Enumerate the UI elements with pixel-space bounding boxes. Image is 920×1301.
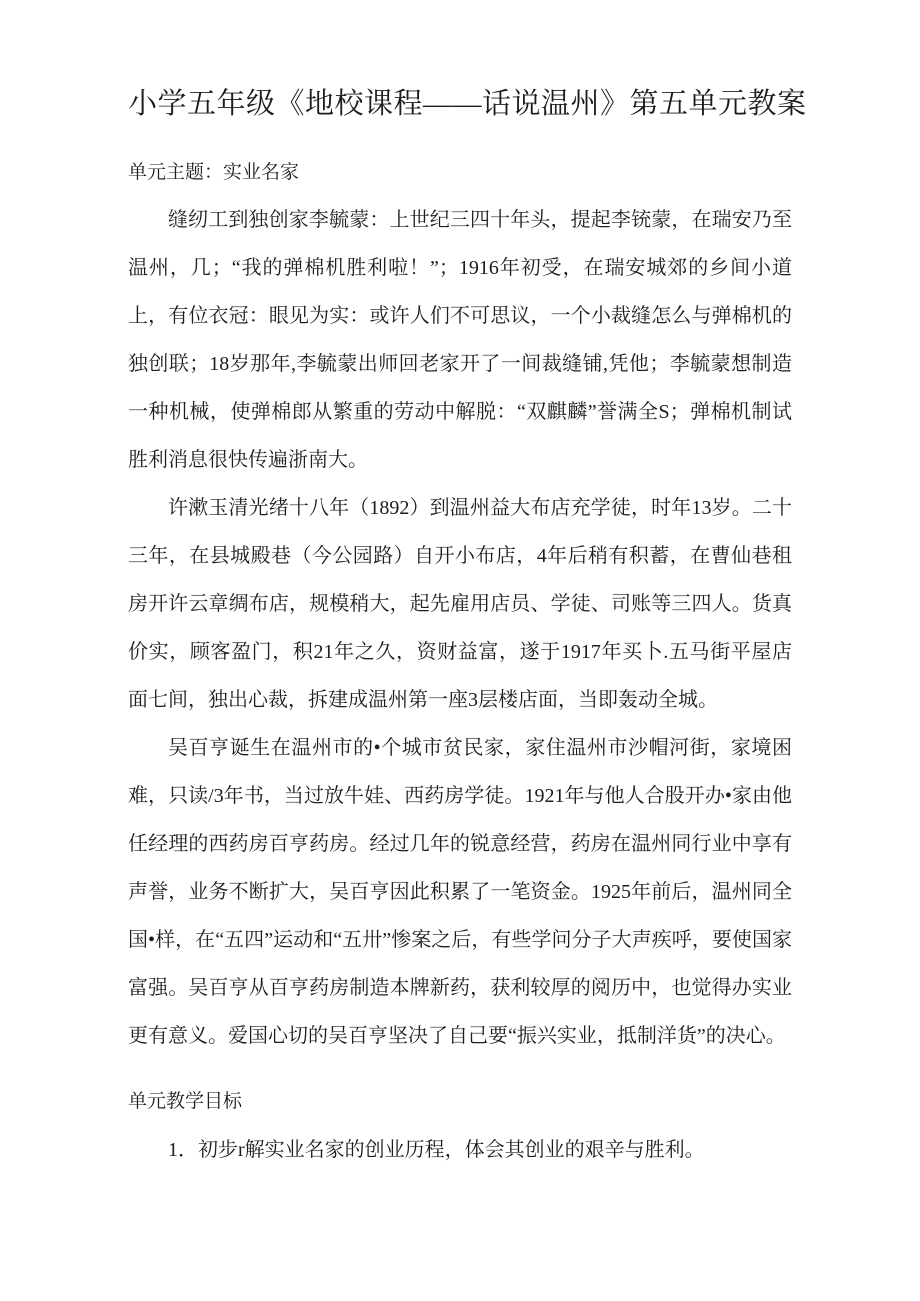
document-title: 小学五年级《地校课程——话说温州》第五单元教案 bbox=[128, 88, 807, 120]
body-paragraph-wu-baiheng: 吴百亨诞生在温州市的•个城市贫民家，家住温州市沙帽河街，家境困难，只读/3年书，当过放牛娃、西药房学徒。1921年与他人合股开办•家由他任经理的西药房百亨药房。经过几年的锐意经营，药房在温州同行业中享有声誉，业务不断扩大，吴百亨因此积累了一笔资金。1925年前后，温州同全国•样，在“五四”运动和“五卅”惨案之后，有些学问分子大声疾呼，要使国家富强。吴百亨从百亨药房制造本牌新药，获利较厚的阅历中，也觉得办实业更有意义。爱国心切的吴百亨坚决了自己要“振兴实业，抵制洋货”的决心。 bbox=[128, 737, 792, 1048]
unit-theme-line: 单元主题：实业名家 bbox=[128, 162, 300, 184]
body-paragraph-xu-shuyu: 许漱玉清光绪十八年（1892）到温州益大布店充学徒，时年13岁。二十三年，在县城殿巷（今公园路）自开小布店，4年后稍有积蓄，在曹仙巷租房开许云章绸布店，规模稍大，起先雇用店员、学徒、司账等三四人。货真价实，顾客盈门，积21年之久，资财益富，遂于1917年买卜.五马街平屋店面七间，独出心裁，拆建成温州第一座3层楼店面，当即轰动全城。 bbox=[128, 497, 792, 712]
objective-item-1: 1．初步r解实业名家的创业历程，体会其创业的艰辛与胜利。 bbox=[168, 1139, 705, 1162]
section-heading-teaching-goals: 单元教学目标 bbox=[128, 1091, 243, 1113]
body-paragraph-li-yumeng: 缝纫工到独创家李毓蒙：上世纪三四十年头，提起李铳蒙，在瑞安乃至温州，几；“我的弹棉机胜利啦！”；1916年初受，在瑞安城郊的乡间小道上，有位衣冠：眼见为实：或许人们不可思议，一个小裁缝怎么与弹棉机的独创联；18岁那年,李毓蒙出师回老家开了一间裁缝铺,凭他；李毓蒙想制造一种机械，使弹棉郎从繁重的劳动中解脱：“双麒麟”誉满全S；弹棉机制试胜利消息很快传遍浙南大。 bbox=[128, 209, 792, 472]
